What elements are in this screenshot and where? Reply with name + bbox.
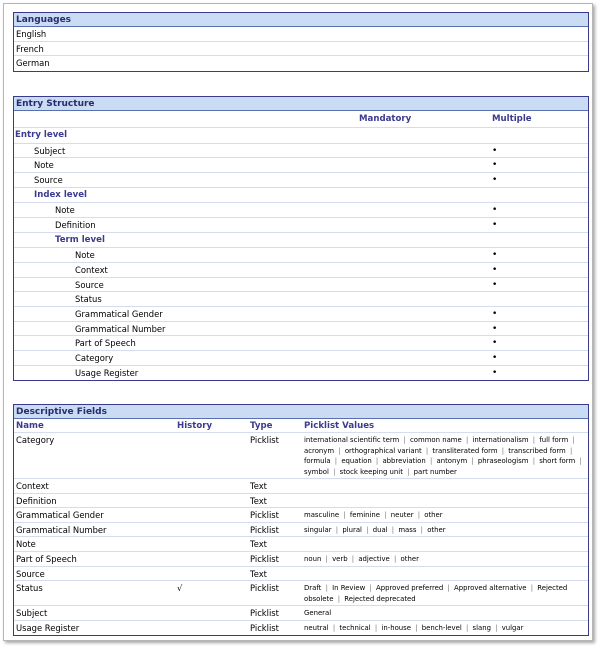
- field-row: [14, 144, 588, 159]
- field-type: Text: [250, 481, 267, 491]
- picklist-value: neuter: [390, 511, 414, 520]
- field-definition-row: [14, 606, 588, 621]
- multiple-bullet: •: [492, 353, 498, 364]
- report-frame: [3, 3, 593, 641]
- picklist-value: symbol: [304, 467, 329, 476]
- language-name: English: [16, 29, 47, 39]
- field-row: [14, 336, 588, 351]
- field-label: Category: [75, 353, 114, 364]
- field-type: Picklist: [250, 608, 279, 619]
- picklist-separator: |: [569, 446, 573, 455]
- picklist-separator: |: [335, 525, 339, 534]
- picklist-value: in-house: [381, 623, 411, 632]
- name-column-header: Name: [16, 421, 44, 431]
- field-definition-row: [14, 537, 588, 552]
- field-type: Picklist: [250, 524, 279, 535]
- picklist-separator: |: [425, 446, 429, 455]
- picklist-separator: |: [374, 623, 378, 632]
- picklist-values: [304, 435, 586, 477]
- picklist-separator: |: [332, 623, 336, 632]
- picklist-value: other: [400, 554, 419, 563]
- field-row: [14, 218, 588, 233]
- picklist-separator: |: [403, 436, 406, 444]
- picklist-values: [304, 554, 586, 565]
- picklist-separator: |: [447, 584, 450, 593]
- multiple-bullet: •: [492, 323, 498, 334]
- picklist-separator: |: [579, 457, 582, 465]
- multiple-bullet: •: [492, 264, 498, 275]
- field-name: Category: [16, 435, 55, 445]
- picklist-separator: |: [384, 511, 387, 520]
- picklist-value: mass: [398, 525, 417, 534]
- picklist-separator: |: [572, 436, 575, 444]
- picklist-value: slang: [472, 623, 491, 632]
- picklist-value: bench-level: [421, 623, 462, 632]
- picklist-value: Approved alternative: [453, 584, 527, 593]
- picklist-value: phraseologism: [477, 457, 529, 465]
- picklist-separator: |: [465, 623, 469, 632]
- picklist-column-header: Picklist Values: [304, 421, 375, 431]
- picklist-separator: |: [325, 554, 328, 563]
- history-checkmark: √: [177, 583, 183, 594]
- picklist-value: Rejected deprecated: [344, 594, 416, 603]
- picklist-values: [304, 525, 586, 536]
- picklist-separator: |: [338, 446, 341, 455]
- picklist-separator: |: [501, 446, 505, 455]
- field-type: Text: [250, 568, 267, 579]
- field-label: Definition: [55, 219, 96, 230]
- field-row: [14, 292, 588, 307]
- picklist-value: stock keeping unit: [339, 467, 403, 476]
- field-definition-row: [14, 479, 588, 494]
- descriptive-fields-column-headers: [14, 419, 588, 433]
- multiple-bullet: •: [492, 145, 498, 156]
- picklist-separator: |: [495, 623, 498, 632]
- picklist-value: antonym: [436, 457, 468, 465]
- field-definition-row: [14, 508, 588, 523]
- picklist-separator: |: [334, 457, 338, 465]
- language-name: French: [16, 43, 44, 54]
- multiple-bullet: •: [492, 308, 498, 319]
- picklist-values: [304, 510, 586, 521]
- picklist-value: acronym: [304, 446, 335, 455]
- multiple-bullet: •: [492, 205, 498, 216]
- level-row: [14, 128, 588, 144]
- picklist-separator: |: [351, 554, 355, 563]
- picklist-separator: |: [530, 584, 534, 593]
- descriptive-fields-section: [13, 404, 589, 636]
- picklist-value: singular: [304, 525, 332, 534]
- history-column-header: History: [177, 421, 213, 431]
- languages-section: [13, 12, 589, 72]
- picklist-separator: |: [337, 594, 341, 603]
- language-row: [14, 56, 588, 71]
- multiple-bullet: •: [492, 160, 498, 171]
- field-name: Note: [16, 539, 36, 550]
- field-name: Context: [16, 481, 49, 491]
- picklist-value: masculine: [304, 511, 340, 520]
- field-row: [14, 203, 588, 218]
- field-definition-row: [14, 494, 588, 509]
- picklist-separator: |: [391, 525, 395, 534]
- picklist-value: dual: [372, 525, 388, 534]
- picklist-value: transliterated form: [432, 446, 498, 455]
- picklist-separator: |: [532, 457, 536, 465]
- field-name: Part of Speech: [16, 553, 77, 564]
- field-label: Subject: [34, 145, 66, 156]
- level-label: Term level: [55, 234, 105, 245]
- field-name: Status: [16, 583, 43, 594]
- field-label: Grammatical Number: [75, 323, 166, 334]
- picklist-separator: |: [325, 584, 328, 593]
- field-label: Grammatical Gender: [75, 308, 163, 319]
- entry-structure-column-headers: [14, 111, 588, 128]
- picklist-value: noun: [304, 554, 322, 563]
- mandatory-column-header: Mandatory: [359, 114, 412, 124]
- entry-structure-header: Entry Structure: [14, 97, 588, 111]
- field-label: Note: [55, 205, 75, 216]
- multiple-bullet: •: [492, 367, 498, 378]
- descriptive-fields-header: Descriptive Fields: [14, 405, 588, 419]
- field-type: Picklist: [250, 583, 279, 594]
- field-row: [14, 307, 588, 322]
- picklist-value: verb: [332, 554, 348, 563]
- picklist-separator: |: [415, 623, 418, 632]
- picklist-value: other: [427, 525, 446, 534]
- field-row: [14, 248, 588, 263]
- picklist-separator: |: [343, 511, 346, 520]
- picklist-value: equation: [341, 457, 372, 465]
- field-name: Grammatical Number: [16, 524, 107, 535]
- field-row: [14, 278, 588, 293]
- picklist-values: [304, 608, 586, 619]
- language-row: [14, 42, 588, 57]
- field-name: Grammatical Gender: [16, 510, 104, 521]
- field-name: Subject: [16, 608, 48, 619]
- picklist-value: adjective: [358, 554, 390, 563]
- field-definition-row: [14, 581, 588, 606]
- field-name: Usage Register: [16, 622, 80, 633]
- multiple-bullet: •: [492, 338, 498, 349]
- field-row: [14, 263, 588, 278]
- picklist-separator: |: [375, 457, 379, 465]
- picklist-value: plural: [342, 525, 362, 534]
- multiple-bullet: •: [492, 250, 498, 261]
- picklist-value: common name: [410, 436, 462, 444]
- field-type: Picklist: [250, 622, 279, 633]
- type-column-header: Type: [250, 421, 273, 431]
- field-type: Picklist: [250, 510, 279, 521]
- picklist-separator: |: [471, 457, 474, 465]
- picklist-separator: |: [333, 467, 336, 476]
- picklist-value: other: [424, 511, 443, 520]
- picklist-separator: |: [394, 554, 397, 563]
- field-definition-row: [14, 552, 588, 567]
- picklist-separator: |: [420, 525, 423, 534]
- field-row: [14, 322, 588, 337]
- field-definition-row: [14, 433, 588, 479]
- picklist-value: international scientific term: [304, 436, 400, 444]
- field-type: Picklist: [250, 553, 279, 564]
- picklist-separator: |: [407, 467, 410, 476]
- multiple-bullet: •: [492, 174, 498, 185]
- picklist-value: technical: [339, 623, 371, 632]
- picklist-value: feminine: [349, 511, 381, 520]
- languages-header: Languages: [14, 13, 588, 27]
- field-type: Text: [250, 539, 267, 550]
- picklist-value: vulgar: [501, 623, 524, 632]
- field-name: Definition: [16, 495, 57, 506]
- picklist-value: formula: [304, 457, 331, 465]
- picklist-value: part number: [413, 467, 457, 476]
- picklist-separator: |: [417, 511, 421, 520]
- picklist-separator: |: [369, 584, 372, 593]
- picklist-separator: |: [465, 436, 469, 444]
- field-label: Context: [75, 264, 108, 275]
- level-label: Index level: [34, 189, 87, 200]
- multiple-bullet: •: [492, 279, 498, 290]
- picklist-value: neutral: [304, 623, 329, 632]
- level-row: [14, 188, 588, 204]
- languages-list: [14, 27, 588, 71]
- field-row: [14, 351, 588, 366]
- picklist-values: [304, 623, 586, 634]
- multiple-bullet: •: [492, 219, 498, 230]
- picklist-value: short form: [539, 457, 576, 465]
- field-label: Status: [75, 294, 102, 305]
- multiple-column-header: Multiple: [492, 114, 532, 124]
- entry-structure-rows: [14, 128, 588, 380]
- field-definition-row: [14, 523, 588, 538]
- picklist-separator: |: [366, 525, 369, 534]
- picklist-value: orthographical variant: [344, 446, 422, 455]
- field-label: Note: [75, 250, 95, 261]
- picklist-value: Approved preferred: [376, 584, 444, 593]
- field-row: [14, 366, 588, 381]
- field-label: Source: [34, 174, 63, 185]
- picklist-value: In Review: [332, 584, 366, 593]
- picklist-value: General: [304, 609, 332, 618]
- field-row: [14, 158, 588, 173]
- picklist-value: abbreviation: [382, 457, 426, 465]
- picklist-value: internationalism: [472, 436, 529, 444]
- field-label: Usage Register: [75, 367, 139, 378]
- field-row: [14, 173, 588, 188]
- picklist-separator: |: [532, 436, 536, 444]
- level-label: Entry level: [15, 130, 68, 140]
- picklist-values: [304, 583, 586, 604]
- descriptive-fields-rows: [14, 433, 588, 635]
- entry-structure-section: [13, 96, 589, 381]
- level-row: [14, 233, 588, 249]
- picklist-value: Draft: [304, 584, 322, 593]
- field-label: Note: [34, 160, 54, 171]
- field-name: Source: [16, 568, 45, 579]
- picklist-separator: |: [429, 457, 433, 465]
- field-definition-row: [14, 621, 588, 636]
- field-type: Picklist: [250, 435, 279, 445]
- field-label: Source: [75, 279, 104, 290]
- picklist-value: transcribed form: [508, 446, 566, 455]
- field-definition-row: [14, 567, 588, 582]
- picklist-value: Rejected obsolete: [304, 584, 568, 603]
- picklist-value: full form: [539, 436, 569, 444]
- field-type: Text: [250, 495, 267, 506]
- language-name: German: [16, 58, 50, 69]
- language-row: [14, 27, 588, 42]
- field-label: Part of Speech: [75, 338, 136, 349]
